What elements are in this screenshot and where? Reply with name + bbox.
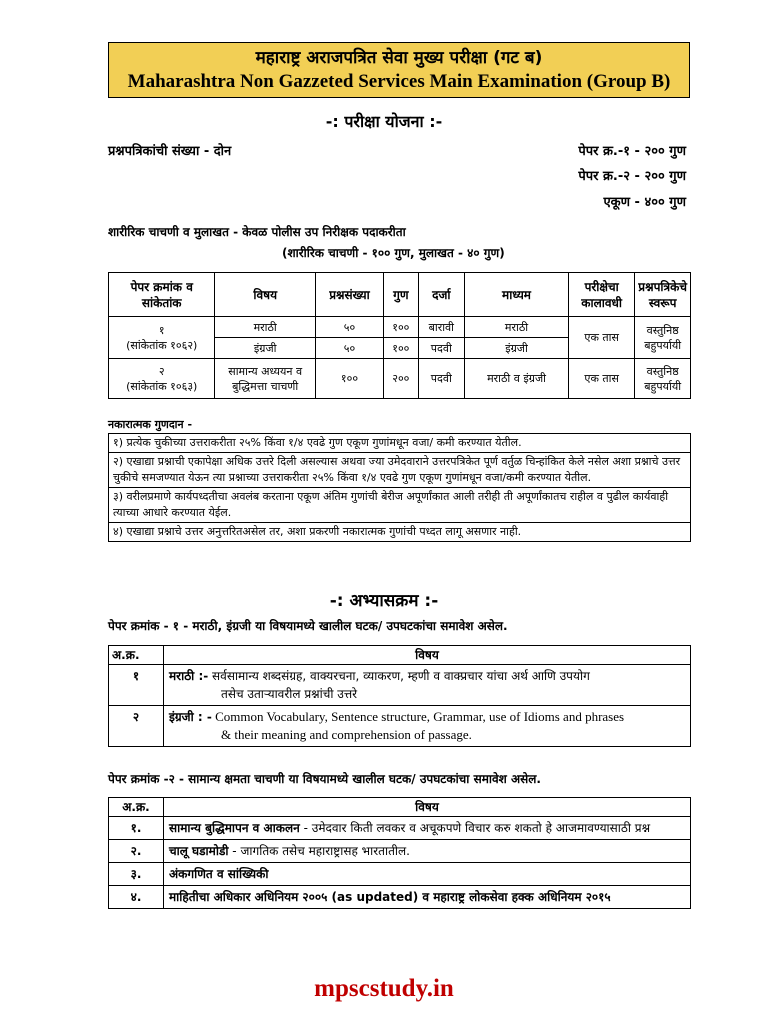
paper1-number: १ [158, 323, 165, 337]
paper1-syllabus-table [108, 645, 691, 747]
negative-rule-4: ४) एखाद्या प्रश्नाचे उत्तर अनुत्तरितअसेल तर, अशा प्रकरणी नकारात्मक गुणांची पध्दत लागू असणार नाही. [109, 523, 691, 542]
paper1-code: (सांकेतांक १०६२) [126, 338, 198, 352]
subject-cell: इंग्रजी [215, 338, 315, 359]
col-no-header: अ.क्र. [109, 646, 164, 665]
entry-text-cont: & their meaning and comprehension of passage. [221, 727, 472, 742]
paper2-syllabus-intro: पेपर क्रमांक -२ - सामान्य क्षमता चाचणी या विषयामध्ये खालील घटक/ उपघटकांचा समावेश असेल. [108, 772, 541, 786]
paper2-code: (सांकेतांक १०६३) [126, 379, 198, 393]
negative-rule-2: २) एखाद्या प्रश्नाची एकापेक्षा अधिक उत्तरे दिली असल्यास अथवा ज्या उमेदवाराने उत्तरपत्रिकेत पूर्ण वर्तुळ चिन्हांकित केले नसेल अशा प्रश्नाचे उत्तर चुकीचे समजण्यात येऊन त्या प्रश्नाच्या उत्तराकरीता २५% किंवा १/४ एवढे गुण एकूण गुणांमधून वजा/कमी करण्यात येतील. [109, 453, 691, 488]
row-number: १ [109, 665, 164, 706]
paper-scheme-table [108, 272, 691, 399]
scheme-heading: -: परीक्षा योजना :- [325, 112, 443, 131]
table-row [109, 863, 691, 886]
header-questions: प्रश्नसंख्या [315, 273, 383, 317]
col-subject-header: विषय [164, 646, 691, 665]
questions-cell: १०० [315, 359, 383, 399]
table-row [109, 665, 691, 706]
col-subject-header: विषय [164, 798, 691, 817]
syllabus-entry [164, 817, 691, 840]
medium-cell: इंग्रजी [464, 338, 568, 359]
medium-cell: मराठी [464, 317, 568, 338]
row-number: १. [109, 817, 164, 840]
syllabus-entry [164, 706, 691, 747]
marks-total: एकूण - ४०० गुण [603, 195, 686, 210]
table-row [109, 817, 691, 840]
nature-cell: वस्तुनिष्ठ बहुपर्यायी [635, 359, 691, 399]
row-number: ३. [109, 863, 164, 886]
title-banner [108, 42, 690, 98]
header-nature: प्रश्नपत्रिकेचे स्वरूप [635, 273, 691, 317]
negative-rule-3: ३) वरीलप्रमाणे कार्यपध्दतीचा अवलंब करताना एकूण अंतिम गुणांची बेरीज अपूर्णांकात आली तरीही ती अपूर्णांकातच राहील व पुढील कार्यवाही त्याच्या आधारे करण्यात येईल. [109, 488, 691, 523]
questions-cell: ५० [315, 317, 383, 338]
entry-label: चालू घडामोडी [169, 844, 229, 858]
header-medium: माध्यम [464, 273, 568, 317]
paper2-syllabus-table [108, 797, 691, 909]
entry-label: माहितीचा अधिकार अधिनियम २००५ (as updated) व महाराष्ट्र लोकसेवा हक्क अधिनियम २०१५ [169, 890, 611, 904]
marks-cell: २०० [384, 359, 419, 399]
table-row [109, 886, 691, 909]
marks-cell: १०० [384, 317, 419, 338]
negative-marking-heading: नकारात्मक गुणदान - [108, 418, 193, 431]
syllabus-entry [164, 863, 691, 886]
subject-cell: मराठी [215, 317, 315, 338]
table-row [109, 706, 691, 747]
list-item [109, 434, 691, 453]
syllabus-entry [164, 665, 691, 706]
paper2-number: २ [158, 364, 165, 378]
paper2-cell [109, 359, 215, 399]
entry-text: सर्वसामान्य शब्दसंग्रह, वाक्यरचना, व्याकरण, म्हणी व वाक्प्रचार यांचा अर्थ आणि उपयोग [208, 669, 590, 683]
paper1-syllabus-intro: पेपर क्रमांक - १ - मराठी, इंग्रजी या विषयामध्ये खालील घटक/ उपघटकांचा समावेश असेल. [108, 619, 508, 633]
marks-paper1: पेपर क्र.-१ - २०० गुण [578, 144, 686, 159]
list-item [109, 453, 691, 488]
physical-test-line2: (शारीरिक चाचणी - १०० गुण, मुलाखत - ४० गुण) [282, 246, 505, 260]
marks-cell: १०० [384, 338, 419, 359]
negative-marking-table [108, 433, 691, 542]
table-row [109, 317, 691, 338]
row-number: २. [109, 840, 164, 863]
header-paper-no: पेपर क्रमांक व सांकेतांक [109, 273, 215, 317]
standard-cell: पदवी [418, 359, 464, 399]
questions-cell: ५० [315, 338, 383, 359]
medium-cell: मराठी व इंग्रजी [464, 359, 568, 399]
table-row [109, 840, 691, 863]
col-no-header: अ.क्र. [109, 798, 164, 817]
standard-cell: बारावी [418, 317, 464, 338]
standard-cell: पदवी [418, 338, 464, 359]
header-marks: गुण [384, 273, 419, 317]
physical-test-line1: शारीरिक चाचणी व मुलाखत - केवळ पोलीस उप निरीक्षक पदाकरीता [108, 225, 406, 239]
negative-rule-1: १) प्रत्येक चुकीच्या उत्तराकरीता २५% किंवा १/४ एवढे गुण एकूण गुणांमधून वजा/ कमी करण्यात येतील. [109, 434, 691, 453]
entry-label: इंग्रजी : - [169, 710, 212, 724]
subject-cell: सामान्य अध्ययन व बुद्धिमत्ता चाचणी [215, 359, 315, 399]
nature-cell: वस्तुनिष्ठ बहुपर्यायी [635, 317, 691, 359]
syllabus-heading: -: अभ्यासक्रम :- [329, 591, 439, 611]
row-number: ४. [109, 886, 164, 909]
entry-text-cont: तसेच उताऱ्यावरील प्रश्नांची उत्तरे [221, 687, 358, 701]
paper1-cell [109, 317, 215, 359]
header-duration: परीक्षेचा कालावधी [569, 273, 635, 317]
header-subject: विषय [215, 273, 315, 317]
entry-text: - जागतिक तसेच महाराष्ट्रासह भारतातील. [228, 844, 410, 858]
list-item [109, 523, 691, 542]
marks-paper2: पेपर क्र.-२ - २०० गुण [578, 169, 686, 184]
syllabus-entry [164, 886, 691, 909]
entry-text: Common Vocabulary, Sentence structure, Grammar, use of Idioms and phrases [211, 709, 625, 724]
syllabus-entry [164, 840, 691, 863]
duration-cell: एक तास [569, 317, 635, 359]
papers-count: प्रश्नपत्रिकांची संख्या - दोन [108, 144, 232, 159]
entry-label: सामान्य बुद्धिमापन व आकलन [169, 821, 300, 835]
title-english: Maharashtra Non Gazzeted Services Main Examination (Group B) [127, 71, 671, 92]
header-standard: दर्जा [418, 273, 464, 317]
entry-label: मराठी :- [169, 669, 209, 683]
list-item [109, 488, 691, 523]
duration-cell: एक तास [569, 359, 635, 399]
footer-website: mpscstudy.in [314, 975, 454, 1002]
table-row [109, 359, 691, 399]
row-number: २ [109, 706, 164, 747]
title-marathi: महाराष्ट्र अराजपत्रित सेवा मुख्य परीक्षा (गट ब) [255, 48, 543, 68]
entry-text: - उमेदवार किती लवकर व अचूकपणे विचार करु शकतो हे आजमावण्यासाठी प्रश्न [299, 821, 651, 835]
entry-label: अंकगणित व सांख्यिकी [169, 867, 269, 881]
